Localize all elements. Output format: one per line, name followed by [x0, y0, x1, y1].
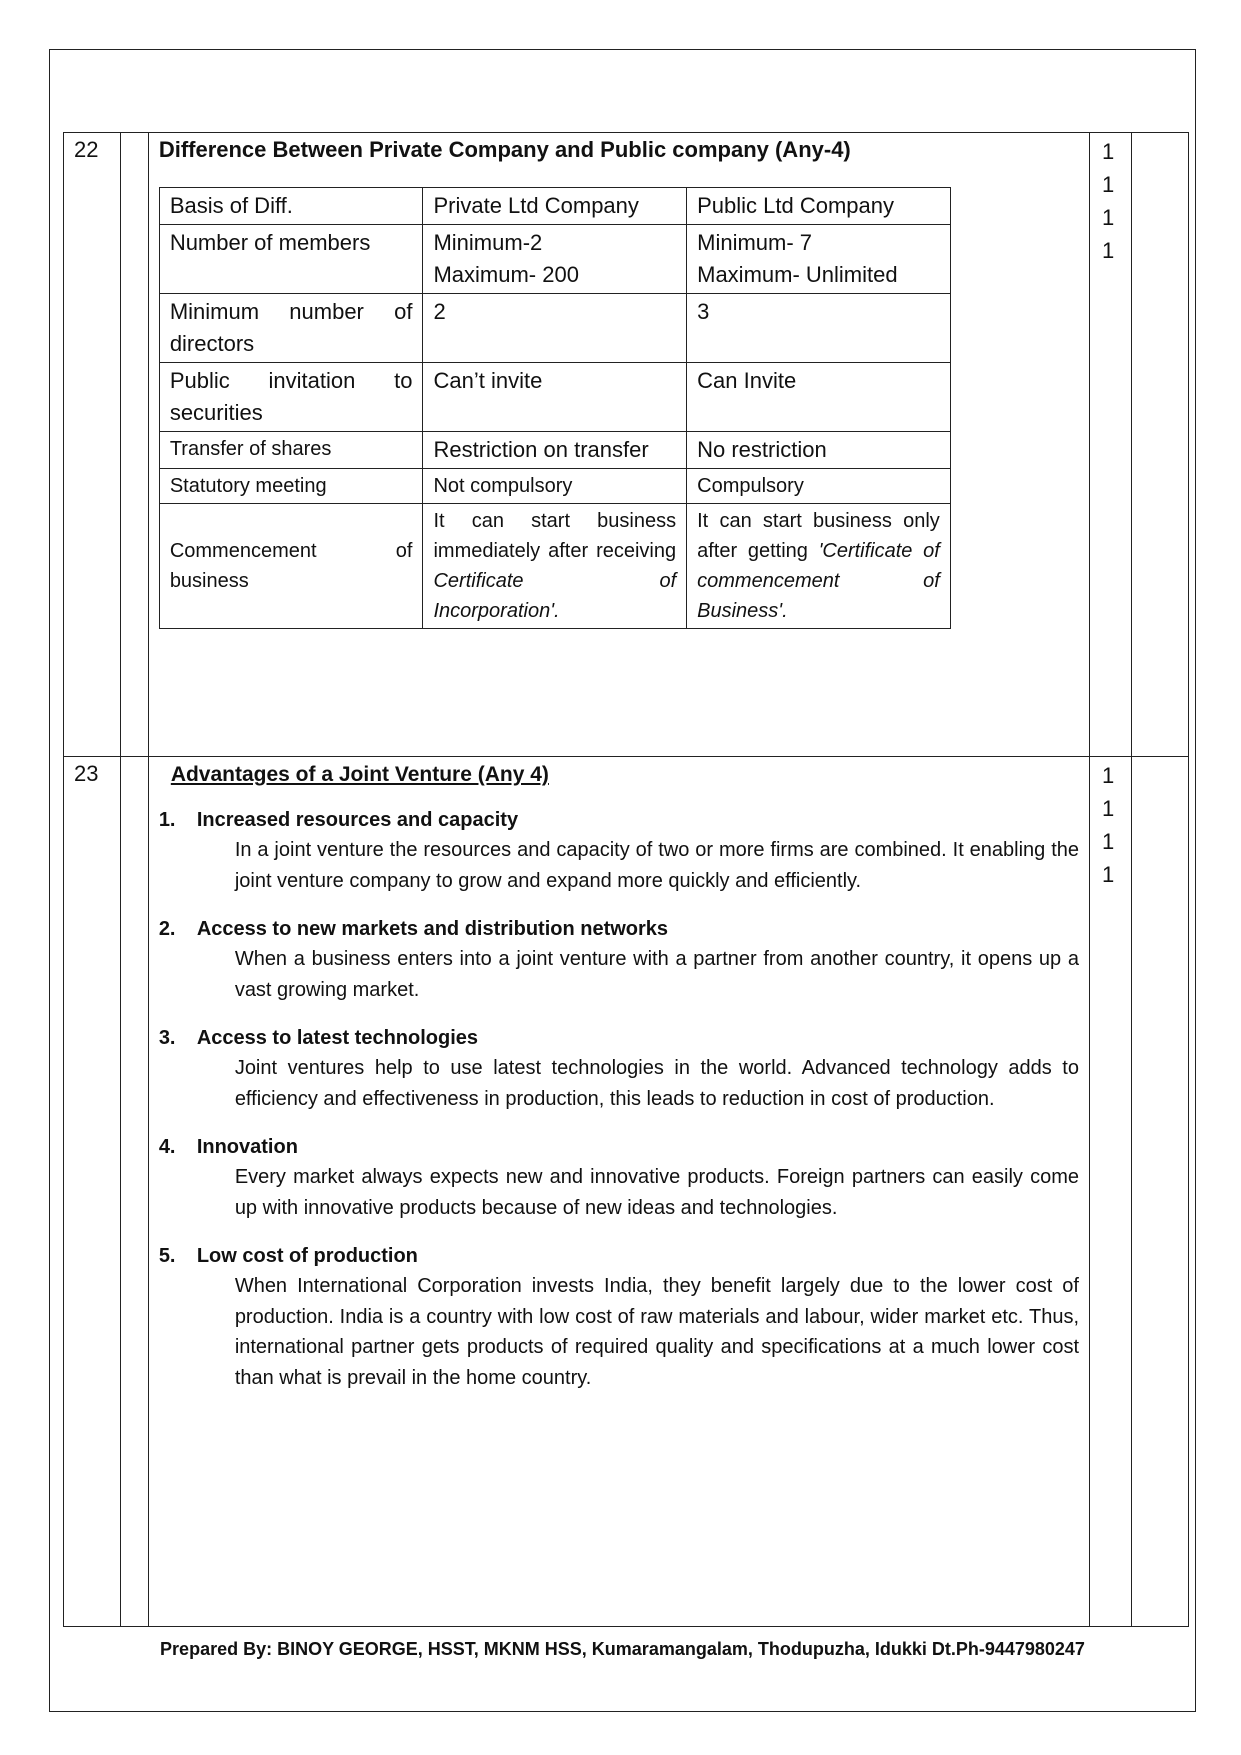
private-max: Maximum- 200	[433, 262, 579, 287]
question-content	[148, 133, 1089, 757]
private-cell: Can’t invite	[423, 363, 687, 432]
mark: 1	[1102, 796, 1115, 821]
private-cell	[423, 225, 687, 294]
public-cell: Can Invite	[687, 363, 951, 432]
item-heading: Increased resources and capacity	[196, 809, 519, 831]
item-body: Every market always expects new and innovative products. Foreign partners can easily come up with innovative products because of new ideas and technologies.	[234, 1166, 1079, 1219]
private-cell	[423, 504, 687, 629]
question-title: Advantages of a Joint Venture (Any 4)	[170, 763, 549, 786]
mark: 1	[1102, 172, 1115, 197]
private-min: Minimum-2	[433, 230, 543, 255]
private-text: It can start business immediately after receiving	[433, 510, 677, 562]
mark: 1	[1102, 862, 1115, 887]
item-number: 2.	[158, 918, 176, 940]
advantages-list	[159, 805, 1079, 1393]
item-body: When a business enters into a joint venture with a partner from another country, it opens up a vast growing market.	[234, 948, 1079, 1001]
mark: 1	[1102, 238, 1115, 263]
table-row	[159, 294, 950, 363]
public-cell: 3	[687, 294, 951, 363]
private-cell: Restriction on transfer	[423, 432, 687, 469]
list-item	[159, 1023, 1079, 1114]
item-number: 3.	[158, 1027, 176, 1049]
question-content	[148, 757, 1089, 1627]
list-item	[159, 1241, 1079, 1393]
mark: 1	[1102, 205, 1115, 230]
item-number: 4.	[158, 1136, 176, 1158]
item-number: 1.	[158, 809, 176, 831]
public-italic-text: 'Certificate of commencement of Business'.	[697, 540, 940, 622]
basis-cell: Minimum number of directors	[159, 294, 423, 363]
private-italic-text: Certificate of Incorporation'.	[433, 570, 677, 622]
item-body: When International Corporation invests India, they benefit largely due to the lower cost of production. India is a country with low cost of raw materials and labour, wider market etc. Thus, international partner gets products of required quality and specifications at a much lower cost than what is prevail in the home country.	[234, 1275, 1079, 1389]
sub-question-cell	[120, 757, 148, 1627]
basis-cell: Number of members	[159, 225, 423, 294]
question-number: 23	[64, 757, 121, 1627]
item-heading: Innovation	[196, 1136, 298, 1158]
header-public: Public Ltd Company	[687, 188, 951, 225]
difference-table	[159, 187, 951, 629]
basis-cell: Statutory meeting	[159, 469, 423, 504]
public-text: It can start business only after getting	[697, 510, 940, 562]
difference-table-header	[159, 188, 950, 225]
list-item	[159, 914, 1079, 1005]
header-basis: Basis of Diff.	[159, 188, 423, 225]
mark: 1	[1102, 139, 1115, 164]
extra-cell	[1132, 757, 1189, 1627]
list-item	[159, 805, 1079, 896]
basis-cell: Public invitation to securities	[159, 363, 423, 432]
table-row	[159, 469, 950, 504]
public-min: Minimum- 7	[697, 230, 813, 255]
public-max: Maximum- Unlimited	[697, 262, 898, 287]
header-private: Private Ltd Company	[423, 188, 687, 225]
item-heading: Access to new markets and distribution networks	[196, 918, 669, 940]
basis-cell: Commencement of business	[159, 504, 423, 629]
basis-cell: Transfer of shares	[159, 432, 423, 469]
extra-cell	[1132, 133, 1189, 757]
question-number: 22	[64, 133, 121, 757]
public-cell	[687, 504, 951, 629]
question-title: Difference Between Private Company and Public company (Any-4)	[158, 137, 851, 162]
mark: 1	[1102, 829, 1115, 854]
marks-cell	[1090, 133, 1132, 757]
list-item	[159, 1132, 1079, 1223]
table-row	[159, 432, 950, 469]
item-number: 5.	[158, 1245, 176, 1267]
answer-key-table	[63, 132, 1189, 1627]
item-body: In a joint venture the resources and capacity of two or more firms are combined. It enabling the joint venture company to grow and expand more quickly and efficiently.	[234, 839, 1079, 892]
item-heading: Low cost of production	[196, 1245, 418, 1267]
footer-credit: Prepared By: BINOY GEORGE, HSST, MKNM HSS, Kumaramangalam, Thodupuzha, Idukki Dt.Ph-9447980247	[160, 1639, 1085, 1659]
item-body: Joint ventures help to use latest technologies in the world. Advanced technology adds to efficiency and effectiveness in production, this leads to reduction in cost of production.	[234, 1057, 1079, 1110]
public-cell	[687, 225, 951, 294]
private-cell: 2	[423, 294, 687, 363]
table-row	[159, 225, 950, 294]
private-cell: Not compulsory	[423, 469, 687, 504]
mark: 1	[1102, 763, 1115, 788]
public-cell: Compulsory	[687, 469, 951, 504]
item-heading: Access to latest technologies	[196, 1027, 479, 1049]
sub-question-cell	[120, 133, 148, 757]
question-row-22	[64, 133, 1189, 757]
public-cell: No restriction	[687, 432, 951, 469]
marks-cell	[1090, 757, 1132, 1627]
question-row-23	[64, 757, 1189, 1627]
table-row	[159, 363, 950, 432]
table-row	[159, 504, 950, 629]
